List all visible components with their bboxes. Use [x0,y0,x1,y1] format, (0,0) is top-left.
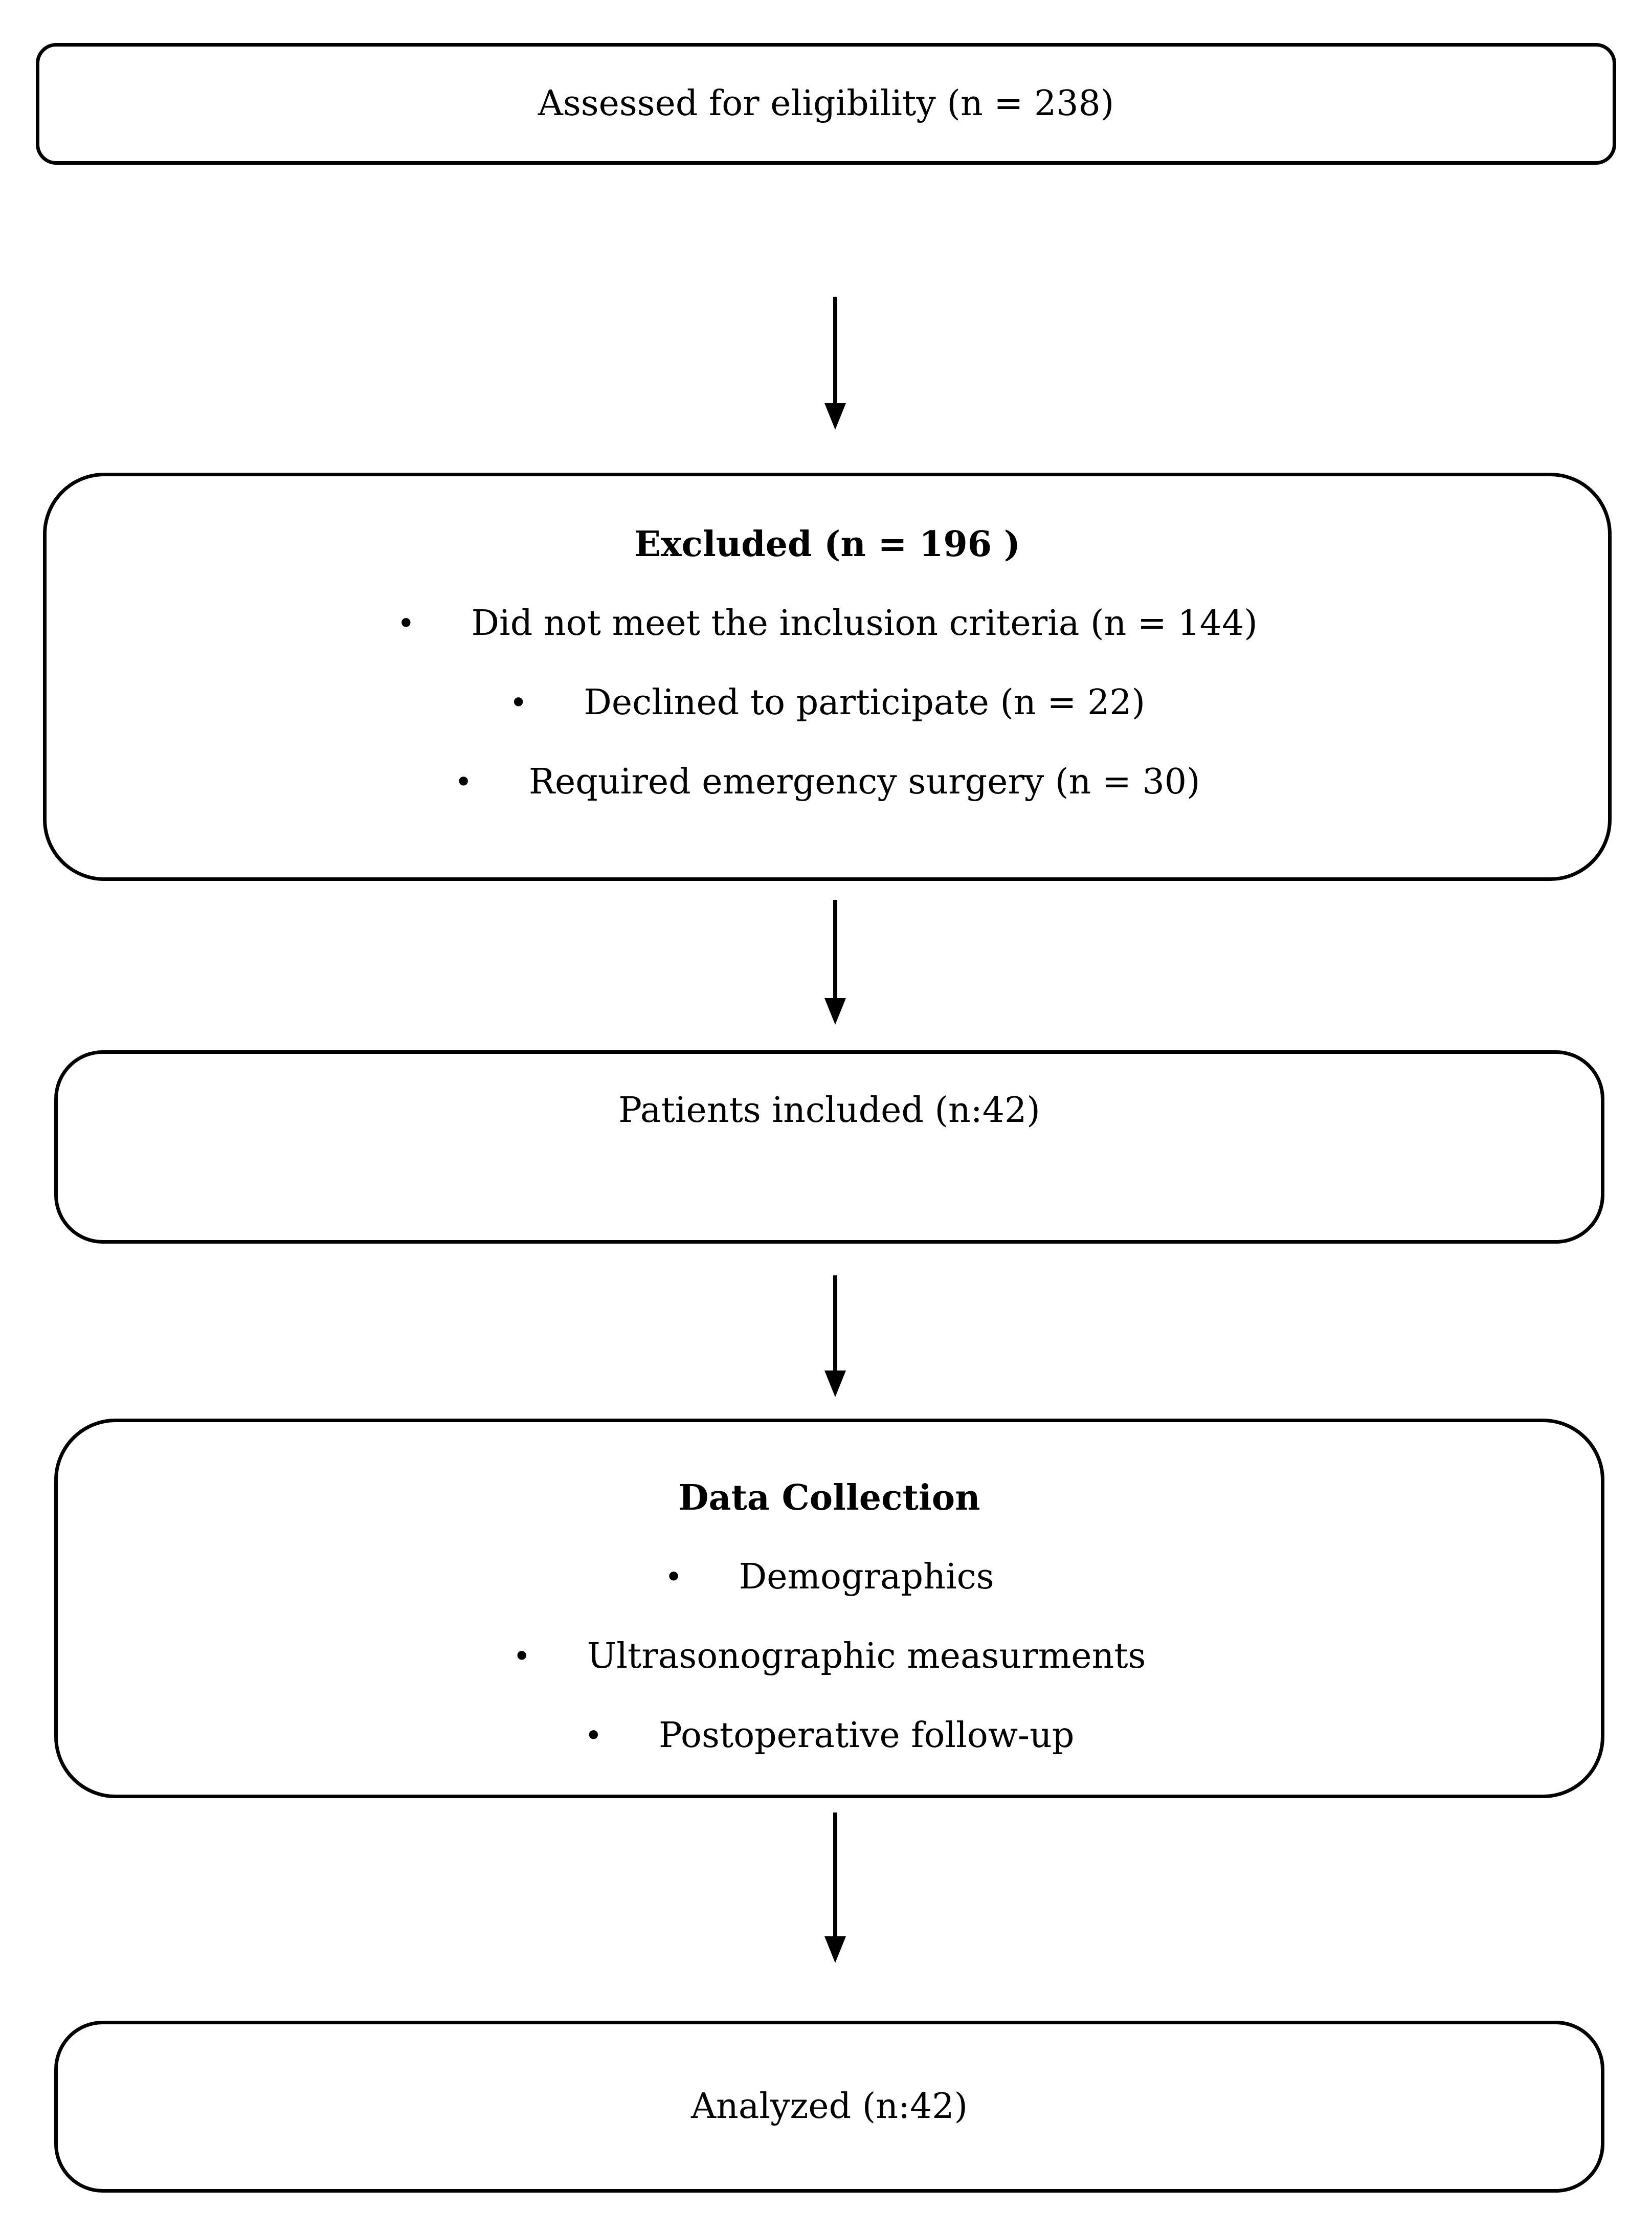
down-arrow-1 [824,297,846,430]
excluded-bullet-2-text: Declined to participate (n = 22) [584,682,1146,723]
arrow-head-icon [824,403,846,430]
patients-included-label: Patients included (n:42) [618,1090,1040,1131]
excluded-bullet-3-text: Required emergency surgery (n = 30) [528,762,1200,802]
box-analyzed [54,2021,1604,2193]
bullet-icon: • [509,684,528,721]
analyzed-label: Analyzed (n:42) [690,2086,968,2127]
down-arrow-2 [824,900,846,1025]
arrow-head-icon [824,998,846,1025]
data-collection-bullet-1-text: Demographics [739,1557,994,1597]
data-collection-bullet-2-text: Ultrasonographic measurments [587,1636,1146,1676]
excluded-bullet-2 [509,663,1145,742]
arrow-shaft [833,297,837,404]
box-patients-included [54,1050,1604,1244]
data-collection-title: Data Collection [678,1477,980,1518]
excluded-title: Excluded (n = 196 ) [634,523,1020,565]
down-arrow-4 [824,1813,846,1963]
bullet-icon: • [664,1559,683,1595]
arrow-shaft [833,1813,837,1937]
data-collection-bullet-1 [664,1537,994,1617]
data-collection-bullet-3 [585,1696,1075,1775]
arrow-head-icon [824,1371,846,1397]
arrow-head-icon [824,1936,846,1963]
bullet-icon: • [584,1717,603,1754]
box-excluded [43,473,1612,881]
box-assessed-eligibility [36,43,1616,165]
bullet-icon: • [397,605,415,642]
bullet-icon: • [454,764,473,800]
down-arrow-3 [824,1275,846,1397]
excluded-bullet-3 [454,742,1200,822]
data-collection-bullet-2 [513,1617,1146,1696]
excluded-bullet-1 [397,584,1258,663]
excluded-bullet-1-text: Did not meet the inclusion criteria (n = 144) [471,603,1258,644]
arrow-shaft [833,1275,837,1372]
box-data-collection [54,1419,1604,1798]
assessed-eligibility-label: Assessed for eligibility (n = 238) [538,83,1114,124]
bullet-icon: • [512,1638,531,1674]
arrow-shaft [833,900,837,999]
data-collection-bullet-3-text: Postoperative follow-up [659,1715,1075,1756]
